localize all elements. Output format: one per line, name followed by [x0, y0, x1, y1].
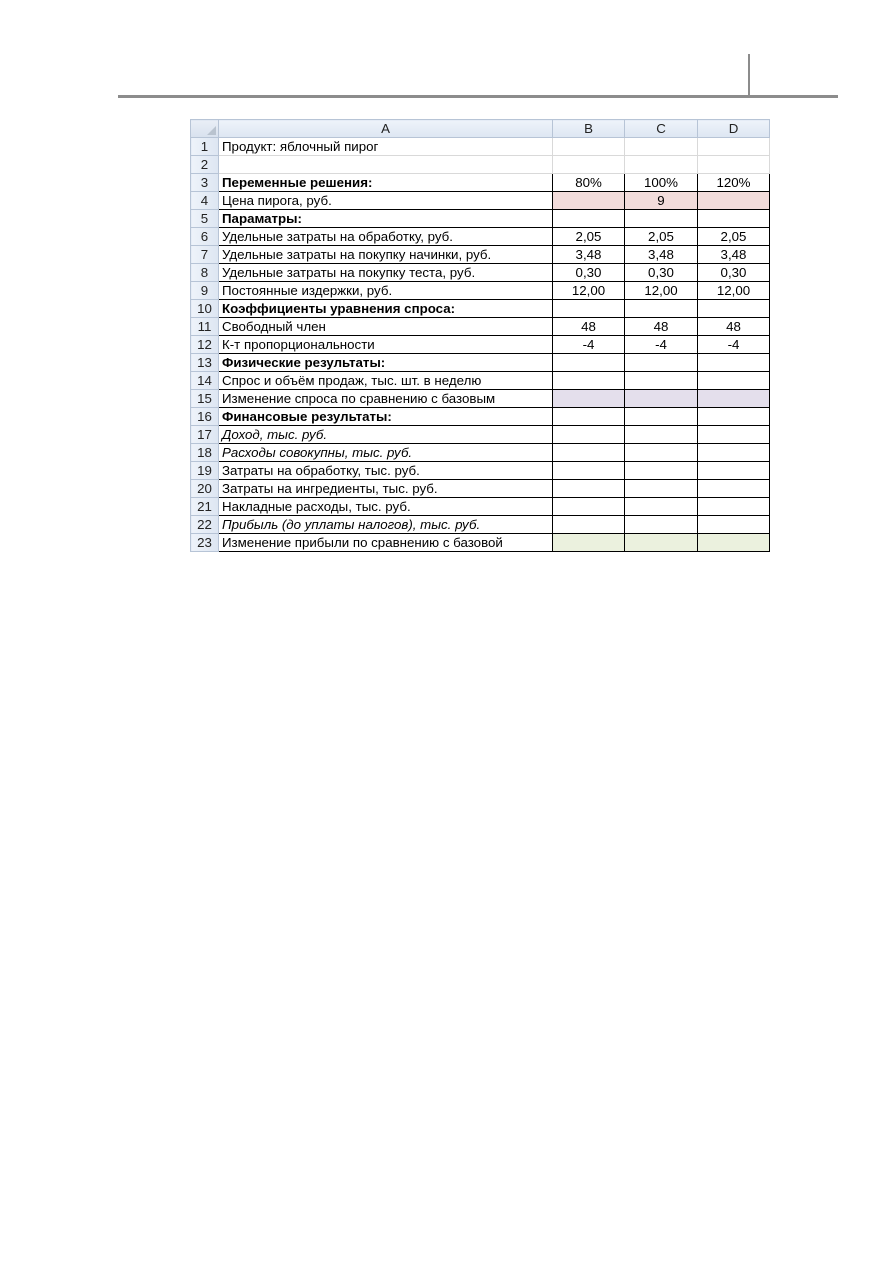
cell-d21[interactable] — [698, 498, 770, 516]
cell-d6[interactable]: 2,05 — [698, 228, 770, 246]
cell-d20[interactable] — [698, 480, 770, 498]
table-row — [191, 228, 770, 246]
cell-d12[interactable]: -4 — [698, 336, 770, 354]
cell-c3[interactable]: 100% — [625, 174, 698, 192]
cell-b21[interactable] — [553, 498, 625, 516]
cell-a8[interactable]: Удельные затраты на покупку теста, руб. — [219, 264, 553, 282]
cell-c17[interactable] — [625, 426, 698, 444]
row-header[interactable]: 12 — [191, 336, 219, 354]
table-row — [191, 498, 770, 516]
cell-d10[interactable] — [698, 300, 770, 318]
row-header[interactable]: 11 — [191, 318, 219, 336]
spreadsheet-body — [191, 138, 770, 552]
cell-b1[interactable] — [553, 138, 625, 156]
table-row — [191, 282, 770, 300]
header-horizontal-rule — [118, 95, 838, 98]
cell-b12[interactable]: -4 — [553, 336, 625, 354]
table-row — [191, 210, 770, 228]
cell-a1[interactable]: Продукт: яблочный пирог — [219, 138, 553, 156]
table-row — [191, 444, 770, 462]
table-row — [191, 318, 770, 336]
table-row — [191, 192, 770, 210]
cell-c21[interactable] — [625, 498, 698, 516]
cell-a14[interactable]: Спрос и объём продаж, тыс. шт. в неделю — [219, 372, 553, 390]
row-header[interactable]: 16 — [191, 408, 219, 426]
cell-a9[interactable]: Постоянные издержки, руб. — [219, 282, 553, 300]
cell-b15[interactable] — [553, 390, 625, 408]
cell-b16[interactable] — [553, 408, 625, 426]
cell-b14[interactable] — [553, 372, 625, 390]
table-row — [191, 264, 770, 282]
cell-a11[interactable]: Свободный член — [219, 318, 553, 336]
select-all-corner[interactable] — [191, 120, 219, 138]
cell-b5[interactable] — [553, 210, 625, 228]
cell-b13[interactable] — [553, 354, 625, 372]
cell-c1[interactable] — [625, 138, 698, 156]
cell-a7[interactable]: Удельные затраты на покупку начинки, руб. — [219, 246, 553, 264]
row-header[interactable]: 2 — [191, 156, 219, 174]
row-header[interactable]: 21 — [191, 498, 219, 516]
cell-a12[interactable]: К-т пропорциональности — [219, 336, 553, 354]
table-row — [191, 138, 770, 156]
row-header[interactable]: 9 — [191, 282, 219, 300]
cell-a6[interactable]: Удельные затраты на обработку, руб. — [219, 228, 553, 246]
cell-b6[interactable]: 2,05 — [553, 228, 625, 246]
cell-c20[interactable] — [625, 480, 698, 498]
row-header[interactable]: 6 — [191, 228, 219, 246]
cell-c15[interactable] — [625, 390, 698, 408]
cell-c13[interactable] — [625, 354, 698, 372]
table-row — [191, 300, 770, 318]
row-header[interactable]: 8 — [191, 264, 219, 282]
cell-a2[interactable] — [219, 156, 553, 174]
cell-c6[interactable]: 2,05 — [625, 228, 698, 246]
cell-c16[interactable] — [625, 408, 698, 426]
cell-d4[interactable] — [698, 192, 770, 210]
cell-c14[interactable] — [625, 372, 698, 390]
row-header[interactable]: 23 — [191, 534, 219, 552]
row-header[interactable]: 14 — [191, 372, 219, 390]
cell-b4[interactable] — [553, 192, 625, 210]
cell-c8[interactable]: 0,30 — [625, 264, 698, 282]
cell-c10[interactable] — [625, 300, 698, 318]
cell-d22[interactable] — [698, 516, 770, 534]
cell-b17[interactable] — [553, 426, 625, 444]
cell-b11[interactable]: 48 — [553, 318, 625, 336]
cell-c19[interactable] — [625, 462, 698, 480]
column-header-b[interactable]: B — [553, 120, 625, 138]
cell-b9[interactable]: 12,00 — [553, 282, 625, 300]
header-vertical-rule — [748, 54, 750, 95]
table-row — [191, 156, 770, 174]
cell-a4[interactable]: Цена пирога, руб. — [219, 192, 553, 210]
table-row — [191, 534, 770, 552]
cell-b3[interactable]: 80% — [553, 174, 625, 192]
cell-a22[interactable]: Прибыль (до уплаты налогов), тыс. руб. — [219, 516, 553, 534]
row-header[interactable]: 20 — [191, 480, 219, 498]
column-header-c[interactable]: C — [625, 120, 698, 138]
cell-b19[interactable] — [553, 462, 625, 480]
table-row — [191, 174, 770, 192]
cell-d16[interactable] — [698, 408, 770, 426]
cell-d18[interactable] — [698, 444, 770, 462]
cell-d13[interactable] — [698, 354, 770, 372]
spreadsheet-table — [190, 119, 770, 552]
cell-b18[interactable] — [553, 444, 625, 462]
table-row — [191, 462, 770, 480]
cell-b22[interactable] — [553, 516, 625, 534]
cell-b23[interactable] — [553, 534, 625, 552]
cell-b7[interactable]: 3,48 — [553, 246, 625, 264]
select-all-triangle-icon — [207, 126, 216, 135]
cell-c4[interactable]: 9 — [625, 192, 698, 210]
column-header-d[interactable]: D — [698, 120, 770, 138]
cell-c18[interactable] — [625, 444, 698, 462]
cell-a10[interactable]: Коэффициенты уравнения спроса: — [219, 300, 553, 318]
cell-d9[interactable]: 12,00 — [698, 282, 770, 300]
cell-c9[interactable]: 12,00 — [625, 282, 698, 300]
cell-a23[interactable]: Изменение прибыли по сравнению с базовой — [219, 534, 553, 552]
table-row — [191, 516, 770, 534]
cell-c2[interactable] — [625, 156, 698, 174]
cell-d14[interactable] — [698, 372, 770, 390]
cell-d17[interactable] — [698, 426, 770, 444]
column-header-row — [191, 120, 770, 138]
row-header[interactable]: 7 — [191, 246, 219, 264]
cell-d11[interactable]: 48 — [698, 318, 770, 336]
row-header[interactable]: 3 — [191, 174, 219, 192]
cell-a17[interactable]: Доход, тыс. руб. — [219, 426, 553, 444]
cell-a19[interactable]: Затраты на обработку, тыс. руб. — [219, 462, 553, 480]
row-header[interactable]: 22 — [191, 516, 219, 534]
cell-c7[interactable]: 3,48 — [625, 246, 698, 264]
cell-b10[interactable] — [553, 300, 625, 318]
cell-d3[interactable]: 120% — [698, 174, 770, 192]
row-header[interactable]: 10 — [191, 300, 219, 318]
cell-c23[interactable] — [625, 534, 698, 552]
cell-a5[interactable]: Параматры: — [219, 210, 553, 228]
cell-a21[interactable]: Накладные расходы, тыс. руб. — [219, 498, 553, 516]
cell-c12[interactable]: -4 — [625, 336, 698, 354]
cell-d19[interactable] — [698, 462, 770, 480]
cell-a15[interactable]: Изменение спроса по сравнению с базовым — [219, 390, 553, 408]
cell-a20[interactable]: Затраты на ингредиенты, тыс. руб. — [219, 480, 553, 498]
table-row — [191, 390, 770, 408]
table-row — [191, 426, 770, 444]
row-header[interactable]: 13 — [191, 354, 219, 372]
cell-d5[interactable] — [698, 210, 770, 228]
cell-d7[interactable]: 3,48 — [698, 246, 770, 264]
row-header[interactable]: 19 — [191, 462, 219, 480]
table-row — [191, 480, 770, 498]
cell-b8[interactable]: 0,30 — [553, 264, 625, 282]
row-header[interactable]: 5 — [191, 210, 219, 228]
row-header[interactable]: 4 — [191, 192, 219, 210]
table-row — [191, 336, 770, 354]
cell-b2[interactable] — [553, 156, 625, 174]
column-header-a[interactable]: A — [219, 120, 553, 138]
row-header[interactable]: 17 — [191, 426, 219, 444]
cell-a18[interactable]: Расходы совокупны, тыс. руб. — [219, 444, 553, 462]
cell-d1[interactable] — [698, 138, 770, 156]
cell-d23[interactable] — [698, 534, 770, 552]
row-header[interactable]: 15 — [191, 390, 219, 408]
cell-a13[interactable]: Физические результаты: — [219, 354, 553, 372]
table-row — [191, 246, 770, 264]
cell-a16[interactable]: Финансовые результаты: — [219, 408, 553, 426]
cell-c11[interactable]: 48 — [625, 318, 698, 336]
row-header[interactable]: 1 — [191, 138, 219, 156]
cell-d15[interactable] — [698, 390, 770, 408]
cell-d2[interactable] — [698, 156, 770, 174]
table-row — [191, 408, 770, 426]
row-header[interactable]: 18 — [191, 444, 219, 462]
cell-d8[interactable]: 0,30 — [698, 264, 770, 282]
cell-c5[interactable] — [625, 210, 698, 228]
cell-b20[interactable] — [553, 480, 625, 498]
cell-a3[interactable]: Переменные решения: — [219, 174, 553, 192]
table-row — [191, 372, 770, 390]
table-row — [191, 354, 770, 372]
cell-c22[interactable] — [625, 516, 698, 534]
